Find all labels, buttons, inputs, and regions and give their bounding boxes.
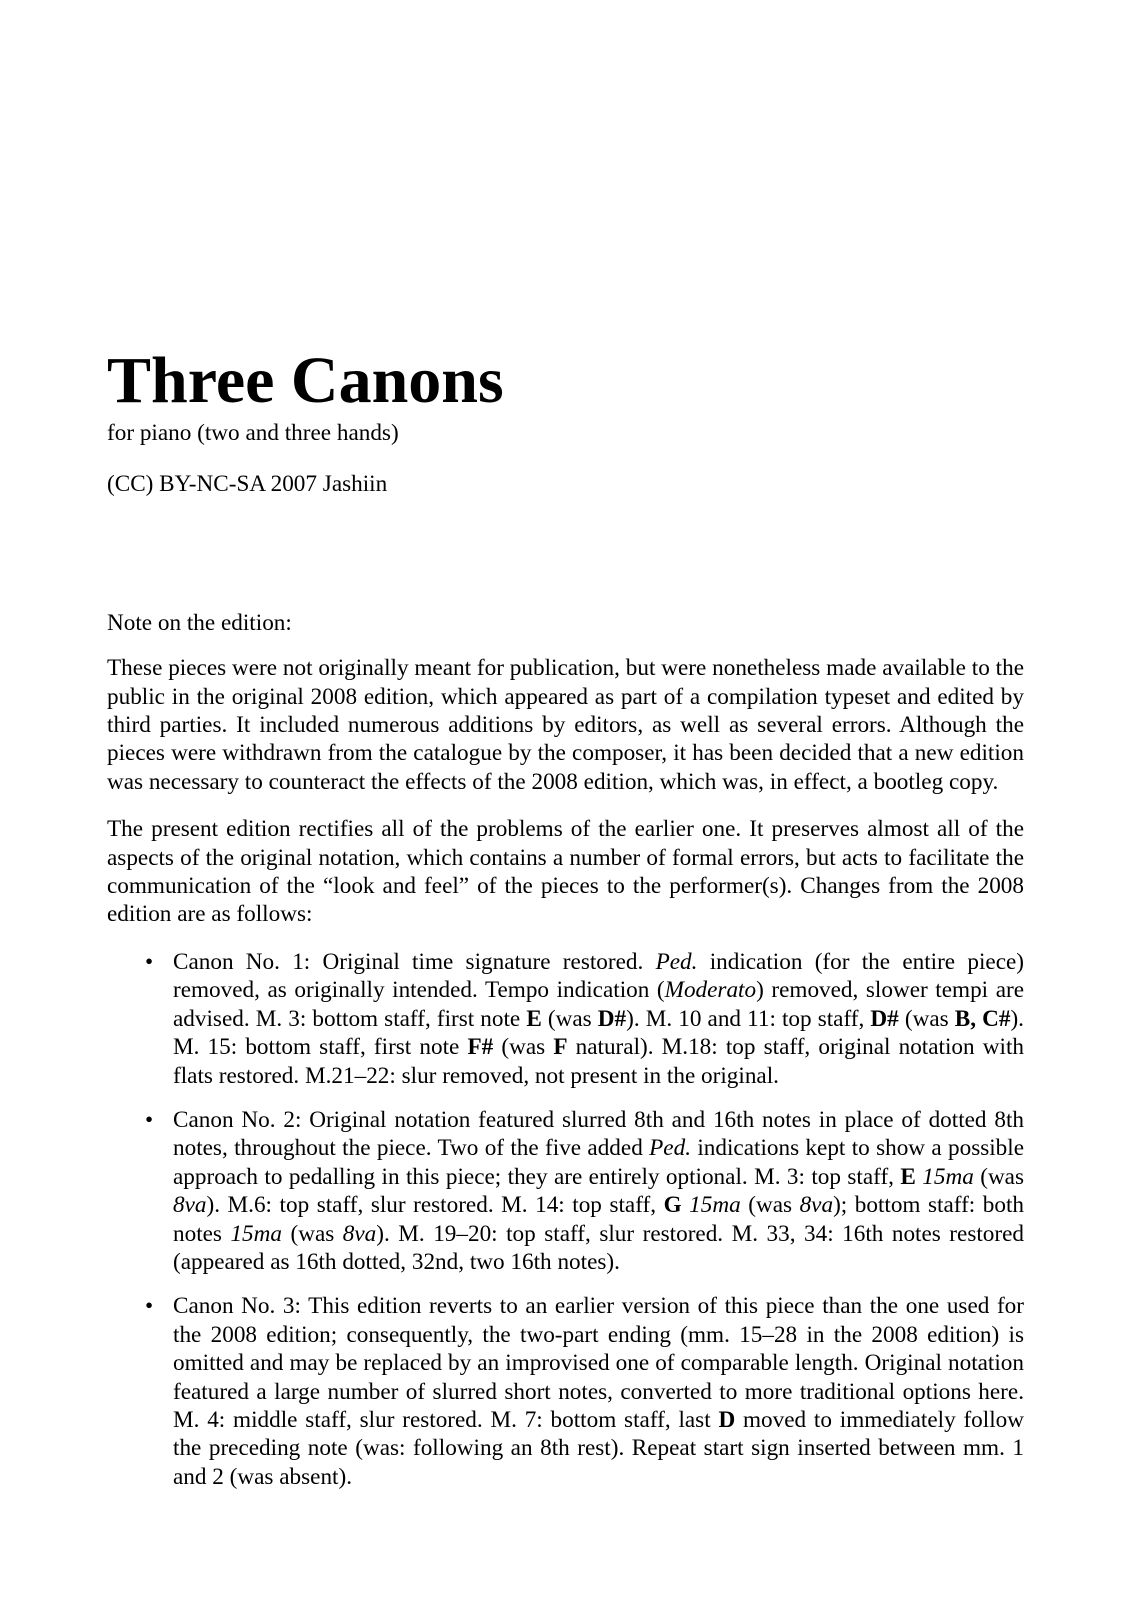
list-item-canon-3: [107, 1292, 1024, 1491]
note-heading: Note on the edition:: [107, 609, 292, 636]
bullet-icon: •: [145, 1106, 154, 1133]
bullet-icon: •: [145, 948, 154, 975]
edition-note-paragraph-1: These pieces were not originally meant for publication, but were nonetheless made available to the public in the original 2008 edition, which appeared as part of a compilation typeset and edited by third parties. It included numerous additions by editors, as well as several errors. Although the pieces were withdrawn from the catalogue by the composer, it has been decided that a new edition was necessary to counteract the effects of the 2008 edition, which was, in effect, a bootleg copy.: [107, 655, 1024, 795]
license-line: (CC) BY-NC-SA 2007 Jashiin: [107, 471, 388, 498]
list-item-text: Canon No. 3: This edition reverts to an earlier version of this piece than the one used for the 2008 edition; consequently, the two-part ending (mm. 15–28 in the 2008 edition) is omitted and may be replaced by an improvised one of comparable length. Original notation featured a large number of slurred short notes, converted to more traditional options here. M. 4: middle staff, slur restored. M. 7: bottom staff, last D moved to immediately follow the preceding note (was: following an 8th rest). Repeat start sign inserted between mm. 1 and 2 (was absent).: [173, 1293, 1024, 1490]
list-item-text: Canon No. 2: Original notation featured slurred 8th and 16th notes in place of dotted 8th notes, throughout the piece. Two of the five added Ped. indications kept to show a possible approach to pedalling in this piece; they are entirely optional. M. 3: top staff, E 15ma (was 8va). M.6: top staff, slur restored. M. 14: top staff, G 15ma (was 8va); bottom staff: both notes 15ma (was 8va). M. 19–20: top staff, slur restored. M. 33, 34: 16th notes restored (appeared as 16th dotted, 32nd, two 16th notes).: [173, 1106, 1025, 1275]
bullet-icon: •: [145, 1293, 154, 1320]
changes-list: [107, 948, 1024, 1491]
list-item-text: Canon No. 1: Original time signature restored. Ped. indication (for the entire piece) removed, as originally intended. Tempo indication (Moderato) removed, slower tempi are advised. M. 3: bottom staff, first note E (was D#). M. 10 and 11: top staff, D# (was B, C#). M. 15: bottom staff, first note F# (was F natural). M.18: top staff, original notation with flats restored. M.21–22: slur removed, not present in the original.: [173, 948, 1025, 1089]
list-item-canon-1: [107, 948, 1024, 1090]
document-subtitle: for piano (two and three hands): [107, 420, 399, 446]
document-title: Three Canons: [107, 344, 504, 417]
edition-note-paragraph-2: The present edition rectifies all of the problems of the earlier one. It preserves almost all of the aspects of the original notation, which contains a number of formal errors, but acts to facilitate the communication of the “look and feel” of the pieces to the performer(s). Changes from the 2008 edition are as follows:: [107, 816, 1024, 928]
list-item-canon-2: [107, 1106, 1024, 1276]
